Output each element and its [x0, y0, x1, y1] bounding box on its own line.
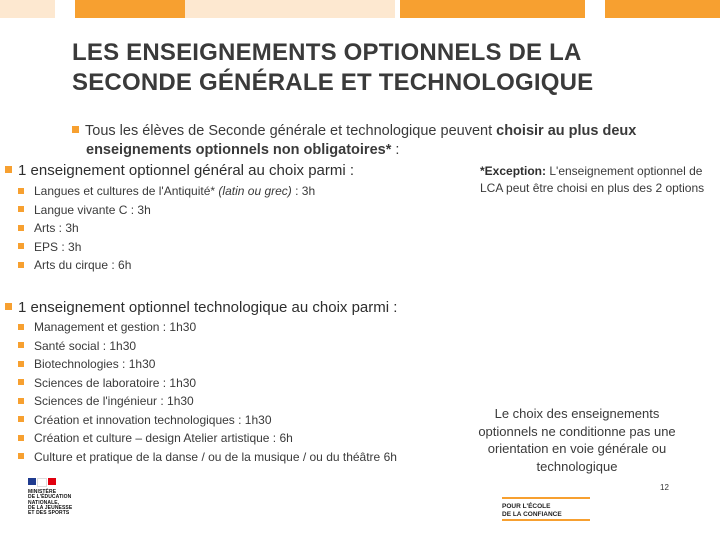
- bullet-square-icon: [18, 262, 24, 268]
- list-item: [18, 355, 397, 374]
- bullet-square-icon: [18, 188, 24, 194]
- bullet-square-icon: [18, 243, 24, 249]
- list-item: [18, 448, 397, 467]
- title-line-2: SECONDE GÉNÉRALE ET TECHNOLOGIQUE: [72, 69, 594, 96]
- bullet-square-icon: [18, 453, 24, 459]
- item-text: Langues et cultures de l'Antiquité*: [34, 184, 219, 198]
- item-text: Management et gestion : 1h30: [34, 320, 197, 334]
- list-item: [18, 201, 315, 220]
- list-item: [18, 374, 397, 393]
- logo-accent-bar: [502, 519, 590, 521]
- general-heading-text: 1 enseignement optionnel général au choix parmi :: [18, 162, 355, 179]
- list-item: [18, 318, 397, 337]
- list-item: [18, 219, 315, 238]
- list-item: [18, 238, 315, 257]
- general-options-list: [18, 182, 315, 275]
- bullet-square-icon: [18, 342, 24, 348]
- general-heading: [5, 161, 354, 180]
- page-number: 12: [660, 483, 669, 492]
- item-text: Culture et pratique de la danse / ou de la musique / ou du théâtre 6h: [34, 449, 397, 464]
- item-text: Arts du cirque : 6h: [34, 258, 132, 272]
- ministry-line: MINISTÈRE: [28, 489, 57, 495]
- list-item: [18, 392, 397, 411]
- bullet-square-icon: [18, 225, 24, 231]
- bullet-square-icon: [18, 379, 24, 385]
- list-item: [18, 256, 315, 275]
- bullet-square-icon: [18, 206, 24, 212]
- item-text: Langue vivante C : 3h: [34, 202, 151, 217]
- flag-icon: [28, 478, 98, 487]
- top-bar-accent-2: [400, 0, 585, 18]
- item-text: Santé social : 1h30: [34, 338, 137, 353]
- ministry-line: NATIONALE,: [28, 499, 60, 506]
- list-item: [18, 337, 397, 356]
- logo-line-2: DE LA CONFIANCE: [502, 511, 562, 518]
- intro-text-2: :: [391, 142, 400, 158]
- ministry-line: DE L'ÉDUCATION: [28, 494, 72, 501]
- intro-paragraph: [72, 122, 712, 160]
- ministry-logo: [28, 478, 98, 534]
- bullet-square-icon: [18, 324, 24, 330]
- bullet-square-icon: [18, 435, 24, 441]
- top-bar-light-mid: [185, 0, 395, 18]
- exception-text: L'enseignement optionnel de LCA peut être choisi en plus des 2 options: [480, 164, 705, 195]
- techno-heading: [5, 298, 397, 317]
- bullet-square-icon: [5, 166, 12, 173]
- page-title: [72, 38, 692, 98]
- techno-options-list: [18, 318, 397, 466]
- intro-highlight-1: choisir au plus deux: [496, 123, 637, 139]
- item-text: Création et culture – design Atelier artistique : 6h: [34, 431, 293, 445]
- orientation-note: Le choix des enseignements optionnels ne conditionne pas une orientation en voie générale ou technologique: [478, 406, 676, 474]
- logo-accent-bar: [502, 497, 590, 499]
- title-line-1: LES ENSEIGNEMENTS OPTIONNELS DE LA: [72, 39, 582, 66]
- exception-label: *Exception:: [480, 164, 547, 178]
- top-bar-accent-1: [75, 0, 185, 18]
- ecole-confiance-logo: [502, 497, 592, 525]
- logo-line-1: POUR L'ÉCOLE: [502, 503, 551, 510]
- list-item: [18, 182, 315, 201]
- bullet-square-icon: [18, 416, 24, 422]
- ministry-line: ET DES SPORTS: [28, 510, 70, 517]
- top-bar-accent-3: [605, 0, 720, 18]
- bullet-square-icon: [18, 398, 24, 404]
- ministry-line: DE LA JEUNESSE: [28, 504, 73, 511]
- item-italic: (latin ou grec): [218, 184, 292, 198]
- intro-text-1: Tous les élèves de Seconde générale et technologique peuvent: [85, 123, 497, 139]
- bullet-square-icon: [72, 126, 79, 133]
- intro-highlight-2: enseignements optionnels non obligatoires*: [86, 142, 392, 158]
- bullet-square-icon: [5, 303, 12, 310]
- item-text: EPS : 3h: [34, 239, 82, 254]
- list-item: [18, 429, 397, 448]
- list-item: [18, 411, 397, 430]
- ministry-name: [28, 490, 98, 516]
- item-text: Sciences de laboratoire : 1h30: [34, 375, 197, 390]
- top-bar-light-left: [0, 0, 55, 18]
- item-text: Arts : 3h: [34, 221, 79, 235]
- bullet-square-icon: [18, 361, 24, 367]
- item-text: Création et innovation technologiques : 1h30: [34, 412, 272, 427]
- item-text: Biotechnologies : 1h30: [34, 357, 156, 371]
- techno-heading-text: 1 enseignement optionnel technologique au choix parmi :: [18, 299, 398, 316]
- item-suffix: : 3h: [291, 184, 316, 198]
- exception-note: [480, 163, 718, 196]
- item-text: Sciences de l'ingénieur : 1h30: [34, 394, 194, 408]
